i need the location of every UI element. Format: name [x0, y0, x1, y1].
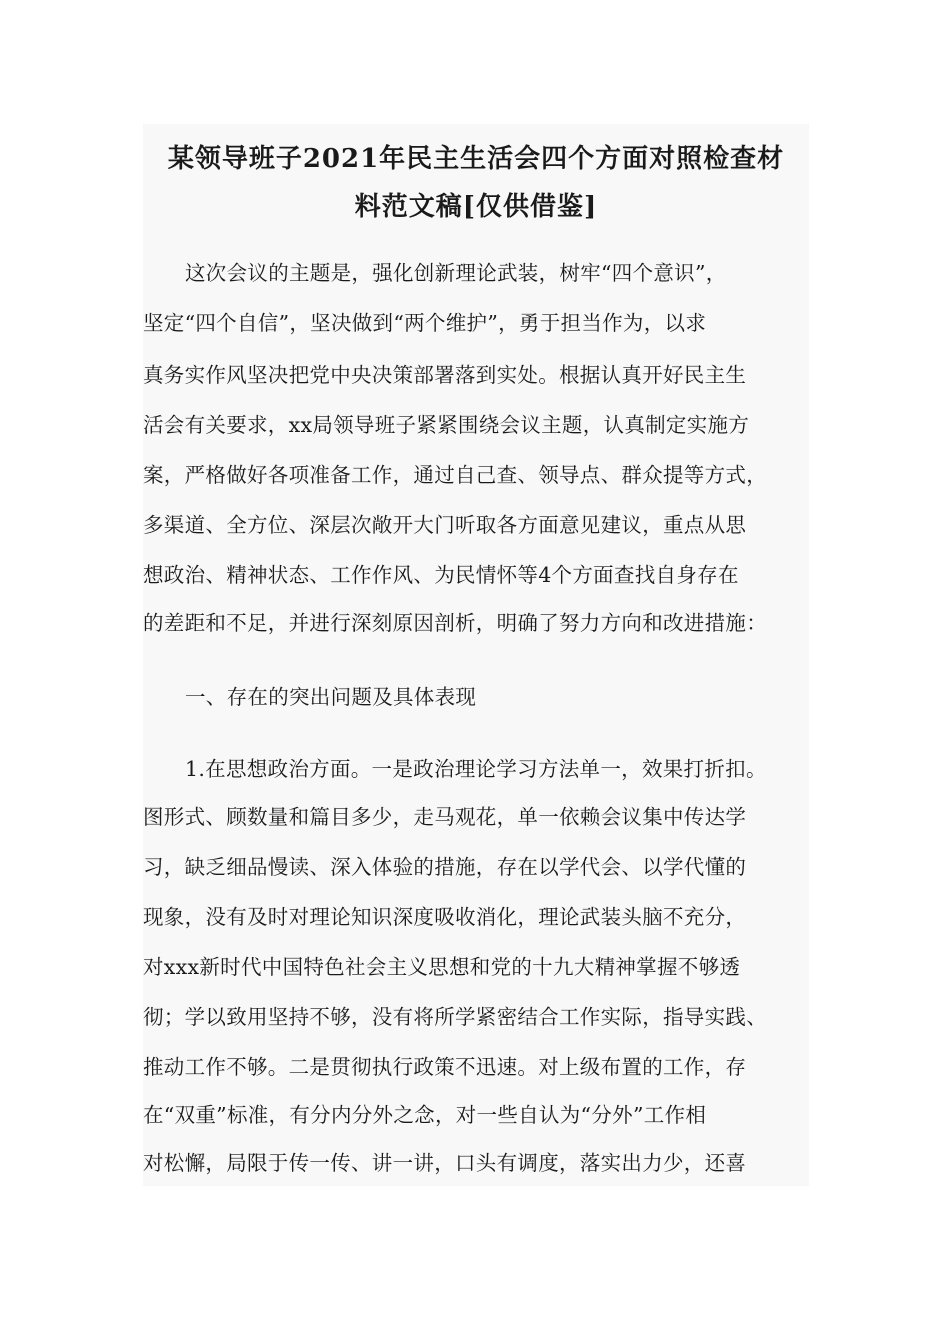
document-title-line-2: 料范文稿[仅供借鉴]	[354, 192, 598, 222]
paragraph-line: 1.在思想政治方面。一是政治理论学习方法单一，效果打折扣。	[185, 757, 767, 781]
paragraph-line: 彻；学以致用坚持不够，没有将所学紧密结合工作实际，指导实践、	[143, 1005, 767, 1029]
paragraph-line: 真务实作风坚决把党中央决策部署落到实处。根据认真开好民主生	[143, 363, 747, 387]
paragraph-line: 对xxx新时代中国特色社会主义思想和党的十九大精神掌握不够透	[143, 955, 741, 979]
paragraph-line: 坚定“四个自信”，坚决做到“两个维护”，勇于担当作为，以求	[143, 311, 707, 335]
document-page	[143, 124, 809, 1186]
document-title-line-1: 某领导班子2021年民主生活会四个方面对照检查材	[167, 144, 785, 174]
paragraph-line: 现象，没有及时对理论知识深度吸收消化，理论武装头脑不充分，	[143, 905, 747, 929]
section-heading: 一、存在的突出问题及具体表现	[185, 685, 477, 709]
paragraph-line: 的差距和不足，并进行深刻原因剖析，明确了努力方向和改进措施：	[143, 611, 767, 635]
paragraph-line: 案，严格做好各项准备工作，通过自己查、领导点、群众提等方式，	[143, 463, 767, 487]
paragraph-line: 推动工作不够。二是贯彻执行政策不迅速。对上级布置的工作，存	[143, 1055, 747, 1079]
paragraph-line: 这次会议的主题是，强化创新理论武装，树牢“四个意识”，	[185, 261, 727, 285]
paragraph-line: 对松懈，局限于传一传、讲一讲，口头有调度，落实出力少，还喜	[143, 1151, 747, 1175]
paragraph-line: 活会有关要求，xx局领导班子紧紧围绕会议主题，认真制定实施方	[143, 413, 750, 437]
paragraph-line: 想政治、精神状态、工作作风、为民情怀等4个方面查找自身存在	[143, 563, 739, 587]
paragraph-line: 图形式、顾数量和篇目多少，走马观花，单一依赖会议集中传达学	[143, 805, 747, 829]
paragraph-line: 在“双重”标准，有分内分外之念，对一些自认为“分外”工作相	[143, 1103, 707, 1127]
paragraph-line: 习，缺乏细品慢读、深入体验的措施，存在以学代会、以学代懂的	[143, 855, 747, 879]
paragraph-line: 多渠道、全方位、深层次敞开大门听取各方面意见建议，重点从思	[143, 513, 747, 537]
